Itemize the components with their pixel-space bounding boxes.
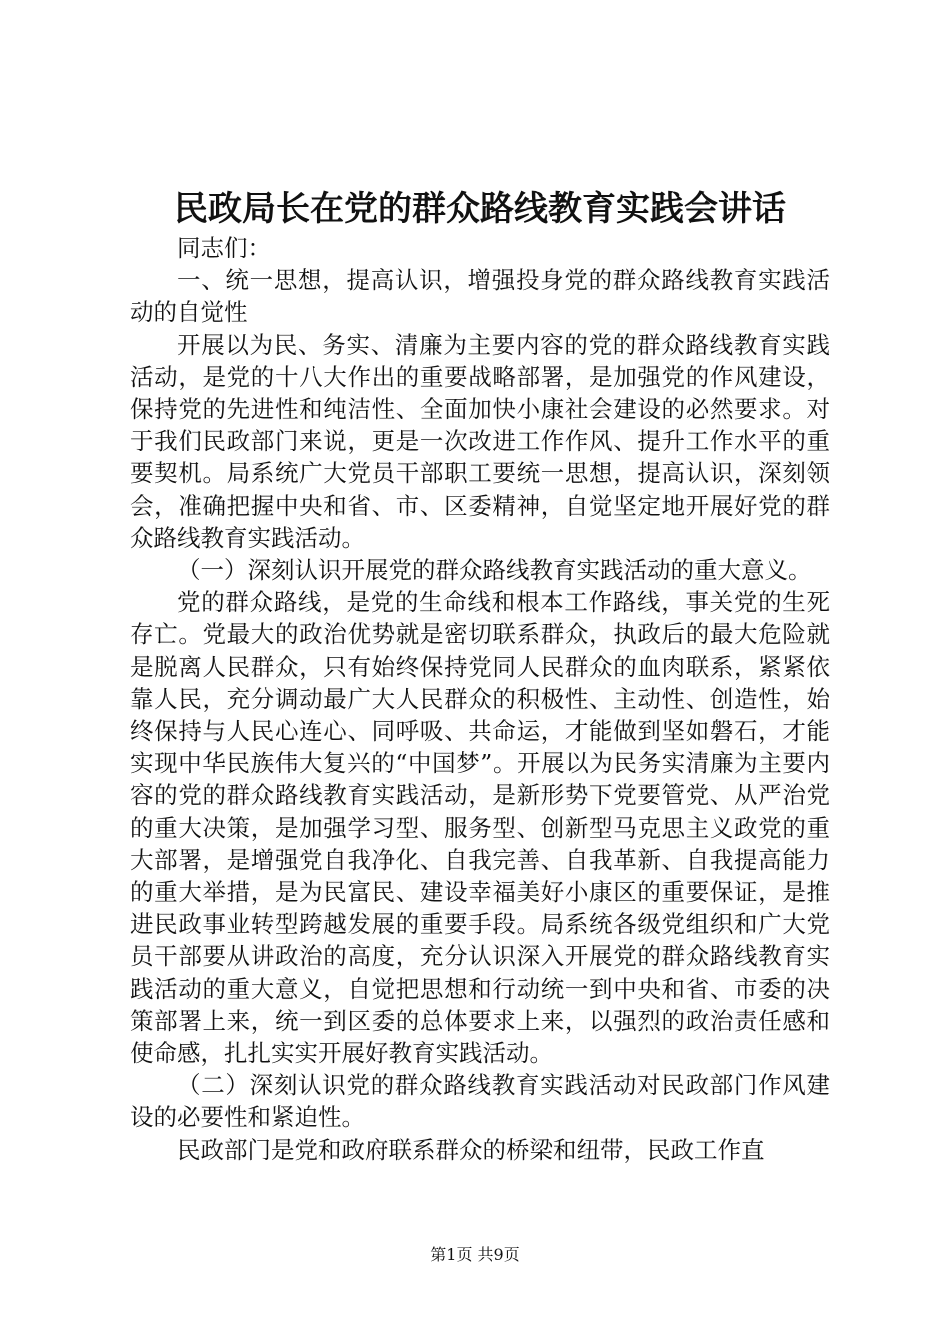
section-heading-1: 一、统一思想，提高认识，增强投身党的群众路线教育实践活动的自觉性 bbox=[130, 266, 830, 327]
body-paragraph: 民政部门是党和政府联系群众的桥梁和纽带，民政工作直 bbox=[177, 1135, 765, 1164]
subsection-heading-1: （一）深刻认识开展党的群众路线教育实践活动的重大意义。 bbox=[177, 556, 812, 585]
body-paragraph: 党的群众路线，是党的生命线和根本工作路线，事关党的生死存亡。党最大的政治优势就是密切联系群众，执政后的最大危险就是脱离人民群众，只有始终保持党同人民群众的血肉联系，紧紧依靠人民，充分调动最广大人民群众的积极性、主动性、创造性，始终保持与人民心连心、同呼吸、共命运，才能做到坚如磐石，才能实现中华民族伟大复兴的“中国梦”。开展以为民务实清廉为主要内容的党的群众路线教育实践活动，是新形势下党要管党、从严治党的重大决策，是加强学习型、服务型、创新型马克思主义政党的重大部署，是增强党自我净化、自我完善、自我革新、自我提高能力的重大举措，是为民富民、建设幸福美好小康区的重要保证，是推进民政事业转型跨越发展的重要手段。局系统各级党组织和广大党员干部要从讲政治的高度，充分认识深入开展党的群众路线教育实践活动的重大意义，自觉把思想和行动统一到中央和省、市委的决策部署上来，统一到区委的总体要求上来，以强烈的政治责任感和使命感，扎扎实实开展好教育实践活动。 bbox=[130, 588, 830, 1068]
body-paragraph: 开展以为民、务实、清廉为主要内容的党的群众路线教育实践活动，是党的十八大作出的重要战略部署，是加强党的作风建设，保持党的先进性和纯洁性、全面加快小康社会建设的必然要求。对于我们民政部门来说，更是一次改进工作作风、提升工作水平的重要契机。局系统广大党员干部职工要统一思想，提高认识，深刻领会，准确把握中央和省、市、区委精神，自觉坚定地开展好党的群众路线教育实践活动。 bbox=[130, 330, 830, 552]
subsection-heading-2: （二）深刻认识党的群众路线教育实践活动对民政部门作风建设的必要性和紧迫性。 bbox=[130, 1071, 830, 1132]
document-title: 民政局长在党的群众路线教育实践会讲话 bbox=[174, 189, 786, 229]
page-indicator: 第1页 共9页 bbox=[430, 1245, 520, 1264]
page-footer bbox=[0, 1245, 950, 1265]
greeting-paragraph: 同志们： bbox=[177, 234, 271, 262]
document-body bbox=[130, 232, 830, 1166]
